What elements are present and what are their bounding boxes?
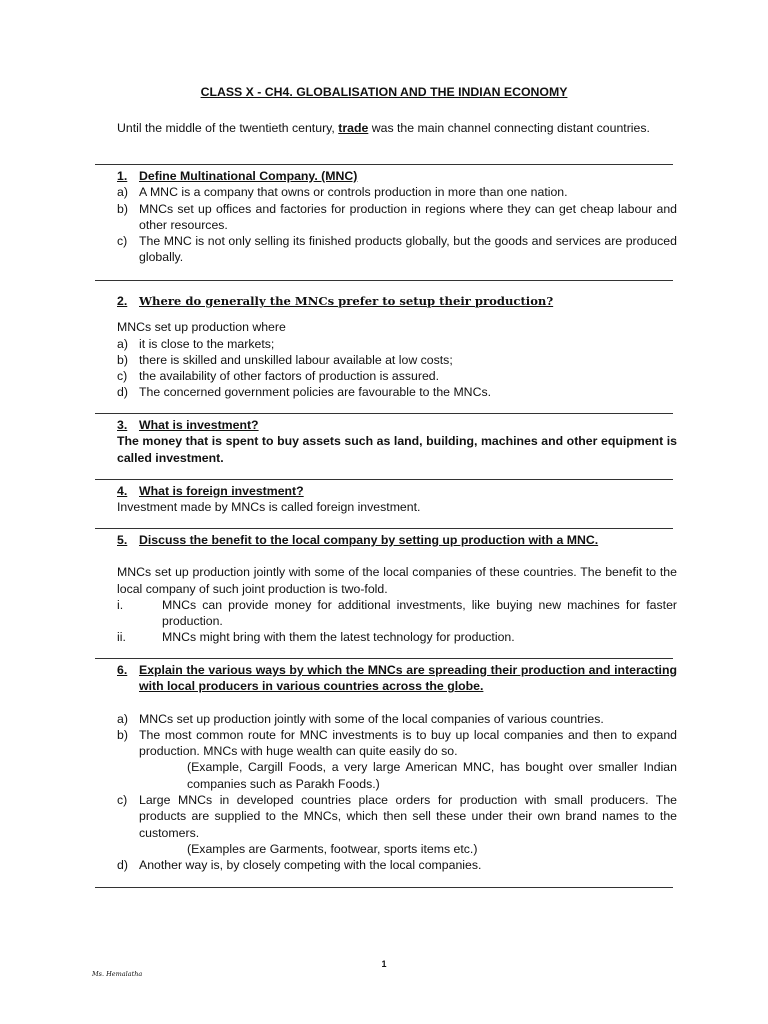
- question-text: What is foreign investment?: [139, 484, 304, 498]
- list-marker: d): [117, 385, 128, 400]
- question-1-heading: [117, 168, 677, 184]
- question-number: 5.: [117, 533, 128, 547]
- intro-text-before: Until the middle of the twentieth century,: [117, 121, 339, 135]
- intro-text-after: was the main channel connecting distant countries.: [368, 121, 650, 135]
- answer-text: Investment made by MNCs is called foreign investment.: [117, 500, 421, 515]
- question-number: 1.: [117, 169, 128, 183]
- list-text: MNCs might bring with them the latest technology for production.: [162, 630, 515, 645]
- list-text: A MNC is a company that owns or controls production in more than one nation.: [139, 185, 568, 200]
- question-3-section: [117, 417, 677, 466]
- list-marker: c): [117, 234, 128, 249]
- list-marker: a): [117, 336, 128, 351]
- question-text: Discuss the benefit to the local company by setting up production with a MNC.: [139, 533, 599, 547]
- divider: [95, 887, 673, 888]
- list-text: The MNC is not only selling its finished products globally, but the goods and services are produced globally.: [139, 234, 677, 265]
- list-marker: a): [117, 185, 128, 200]
- list-marker: i.: [117, 597, 124, 612]
- answer-lead: MNCs set up production jointly with some of the local companies of these countries. The benefit to the local company of such joint production is two-fold.: [117, 565, 677, 596]
- list-item: [117, 384, 677, 400]
- list-text: MNCs set up production jointly with some of the local companies of various countries.: [139, 711, 604, 726]
- question-number: 4.: [117, 484, 128, 498]
- question-text: What is investment?: [139, 418, 259, 432]
- list-text: there is skilled and unskilled labour available at low costs;: [139, 352, 453, 367]
- list-marker: c): [117, 793, 128, 808]
- list-item: [117, 336, 677, 352]
- list-marker: c): [117, 369, 128, 384]
- list-text: MNCs set up offices and factories for production in regions where they can get cheap labour and other resources.: [139, 201, 677, 232]
- question-4-section: [117, 483, 677, 516]
- list-item: [117, 727, 677, 760]
- question-3-heading: [117, 417, 677, 433]
- list-text: The concerned government policies are favourable to the MNCs.: [139, 385, 492, 400]
- list-text: The most common route for MNC investments is to buy up local companies and then to expand production. MNCs with huge wealth can quite easily do so.: [139, 727, 677, 759]
- intro-highlight-trade: trade: [338, 121, 369, 135]
- page-number: 1: [381, 959, 387, 969]
- list-item: [117, 352, 677, 368]
- question-5-section: [117, 532, 677, 646]
- question-text: Define Multinational Company. (MNC): [139, 169, 358, 183]
- list-marker: b): [117, 352, 128, 367]
- question-6-section: [117, 662, 677, 874]
- divider: [95, 528, 673, 529]
- list-text: MNCs can provide money for additional investments, like buying new machines for faster production.: [162, 597, 677, 629]
- divider: [95, 164, 673, 165]
- question-4-heading: [117, 483, 677, 499]
- list-marker: b): [117, 201, 128, 216]
- example-note: [117, 759, 677, 792]
- list-item: [117, 201, 677, 234]
- list-text: the availability of other factors of production is assured.: [139, 369, 440, 384]
- list-item: [117, 368, 677, 384]
- divider: [95, 658, 673, 659]
- list-text: Another way is, by closely competing with the local companies.: [139, 858, 482, 873]
- list-marker: b): [117, 727, 128, 742]
- answer-text: The money that is spent to buy assets such as land, building, machines and other equipment is called investment.: [117, 434, 677, 465]
- list-marker: ii.: [117, 630, 126, 645]
- list-item: [117, 629, 677, 645]
- question-number: 6.: [117, 663, 128, 677]
- author-signature: Ms. Hemalatha: [92, 970, 143, 978]
- question-number: 2.: [117, 294, 128, 308]
- list-item: [117, 857, 677, 873]
- divider: [95, 280, 673, 281]
- list-text: it is close to the markets;: [139, 336, 275, 351]
- question-5-heading: [117, 532, 677, 548]
- answer-lead: MNCs set up production where: [117, 320, 286, 335]
- list-item: [117, 233, 677, 266]
- question-2-section: [117, 293, 677, 401]
- list-item: [117, 597, 677, 630]
- list-item: [117, 711, 677, 727]
- question-text: Explain the various ways by which the MNCs are spreading their production and interacting with local producers in various countries across the globe.: [139, 663, 677, 694]
- page-title: CLASS X - CH4. GLOBALISATION AND THE INDIAN ECONOMY: [200, 85, 568, 99]
- question-text: Where do generally the MNCs prefer to setup their production?: [139, 294, 554, 308]
- list-text: Large MNCs in developed countries place orders for production with small producers. The products are supplied to the MNCs, which then sell these under their own brand names to the customers.: [139, 793, 677, 840]
- divider: [95, 479, 673, 480]
- list-item: [117, 792, 677, 841]
- question-6-heading: [117, 662, 677, 695]
- example-text: (Examples are Garments, footwear, sports items etc.): [187, 841, 478, 856]
- question-number: 3.: [117, 418, 128, 432]
- divider: [95, 413, 673, 414]
- question-1-section: [117, 168, 677, 266]
- list-marker: d): [117, 858, 128, 873]
- example-note: [117, 841, 677, 857]
- list-item: [117, 184, 677, 200]
- example-text: (Example, Cargill Foods, a very large American MNC, has bought over smaller Indian companies such as Parakh Foods.): [187, 760, 677, 791]
- question-2-heading: [117, 293, 677, 309]
- intro-paragraph: [117, 120, 677, 136]
- list-marker: a): [117, 711, 128, 726]
